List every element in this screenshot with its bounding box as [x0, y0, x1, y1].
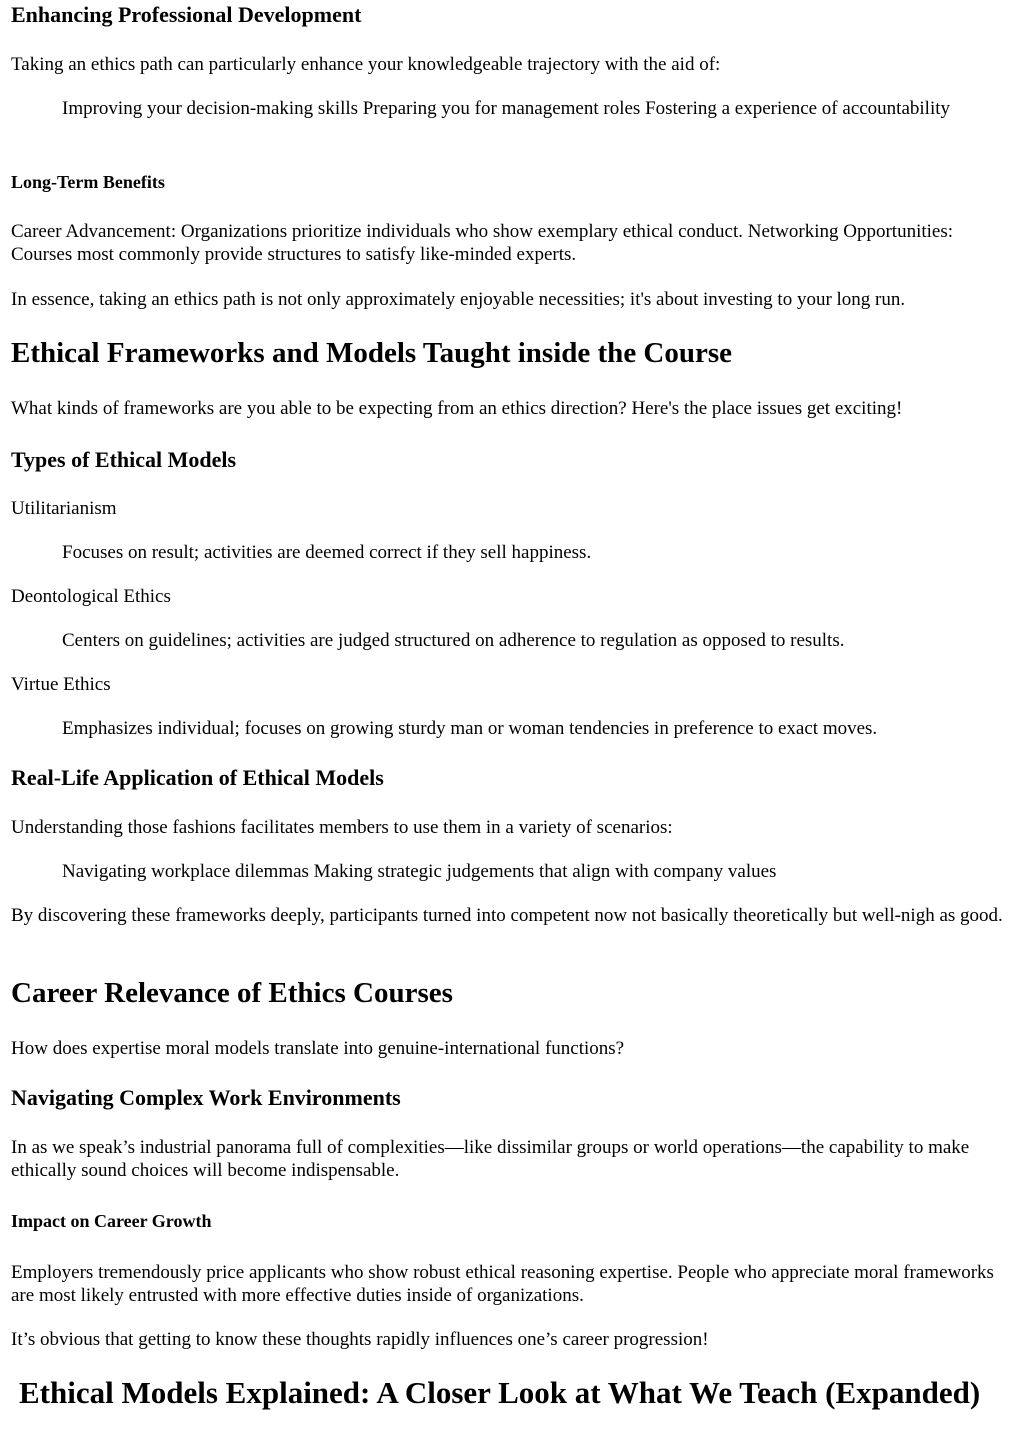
subheading-long-term-benefits: Long-Term Benefits: [11, 172, 165, 192]
section-heading-career-relevance: Career Relevance of Ethics Courses: [11, 977, 453, 1009]
model-description: Emphasizes individual; focuses on growing sturdy man or woman tendencies in preference to exact moves.: [62, 718, 878, 739]
paragraph-essence: In essence, taking an ethics path is not only approximately enjoyable necessities; it's about investing to your long run.: [11, 289, 906, 310]
model-name: Virtue Ethics: [11, 674, 111, 695]
section-heading-frameworks: Ethical Frameworks and Models Taught inside the Course: [11, 337, 733, 369]
model-description: Centers on guidelines; activities are judged structured on adherence to regulation as opposed to results.: [62, 630, 845, 651]
indented-list: Navigating workplace dilemmas Making strategic judgements that align with company values: [62, 861, 777, 882]
subheading-impact-career-growth: Impact on Career Growth: [11, 1211, 212, 1231]
subheading-types-of-models: Types of Ethical Models: [11, 447, 237, 472]
paragraph-career-intro: How does expertise moral models translate into genuine-international functions?: [11, 1038, 625, 1059]
subheading-real-life-application: Real-Life Application of Ethical Models: [11, 765, 384, 790]
subheading-complex-environments: Navigating Complex Work Environments: [11, 1085, 401, 1110]
paragraph-frameworks-intro: What kinds of frameworks are you able to be expecting from an ethics direction? Here's the place issues get exciting!: [11, 398, 903, 419]
model-description: Focuses on result; activities are deemed correct if they sell happiness.: [62, 542, 592, 563]
paragraph-intro: Taking an ethics path can particularly enhance your knowledgeable trajectory with the aid of:: [11, 54, 721, 75]
model-name: Deontological Ethics: [11, 586, 171, 607]
paragraph-career-closing: It’s obvious that getting to know these thoughts rapidly influences one’s career progression!: [11, 1329, 709, 1350]
paragraph-application-intro: Understanding those fashions facilitates members to use them in a variety of scenarios:: [11, 817, 673, 838]
model-name: Utilitarianism: [11, 498, 117, 519]
paragraph-frameworks-closing: By discovering these frameworks deeply, participants turned into competent now not basically theoretically but well-nigh as good.: [11, 905, 1003, 926]
paragraph-complex-environments: In as we speak’s industrial panorama full of complexities—like dissimilar groups or world operations—the capability to make ethically sound choices will become indispensable.: [11, 1137, 970, 1181]
paragraph-benefits: Career Advancement: Organizations prioritize individuals who show exemplary ethical conduct. Networking Opportunities: Courses most commonly provide structures to satisfy like-minded experts.: [11, 221, 954, 265]
indented-list: Improving your decision-making skills Preparing you for management roles Fostering a experience of accountability: [62, 98, 951, 119]
section-heading-professional-development: Enhancing Professional Development: [11, 2, 362, 27]
section-heading-models-explained: Ethical Models Explained: A Closer Look at What We Teach (Expanded): [19, 1375, 981, 1410]
paragraph-impact: Employers tremendously price applicants who show robust ethical reasoning expertise. People who appreciate moral frameworks are most likely entrusted with more effective duties inside of organizations.: [11, 1262, 994, 1306]
